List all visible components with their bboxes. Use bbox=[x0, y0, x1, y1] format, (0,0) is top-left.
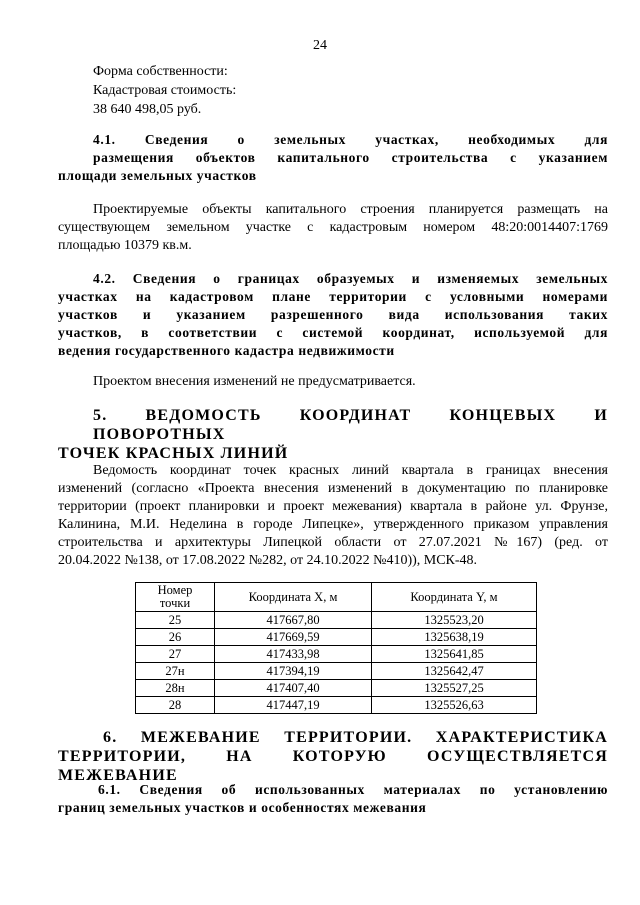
coordinates-table bbox=[135, 582, 537, 714]
table-row bbox=[136, 697, 537, 714]
heading-line: 4.1. Сведения о земельных участках, необходимых для bbox=[93, 132, 608, 147]
table-header-row bbox=[136, 583, 537, 612]
header-point-label-1: Номер bbox=[157, 583, 193, 597]
point-number: 28н bbox=[136, 680, 215, 697]
page-number: 24 bbox=[313, 38, 327, 53]
section-4-1-heading bbox=[58, 131, 608, 185]
section-4-2-heading bbox=[58, 270, 608, 360]
coord-y: 1325526,63 bbox=[372, 697, 537, 714]
heading-line: участков и указанием разрешенного вида использования таких bbox=[58, 307, 608, 322]
text-line: Проектируемые объекты капитального строения планируется размещать на bbox=[93, 202, 608, 217]
section-4-2-text: Проектом внесения изменений не предусматривается. bbox=[93, 374, 416, 389]
ownership-form-label: Форма собственности: bbox=[93, 64, 228, 79]
heading-line: участках на кадастровом плане территории с условными номерами bbox=[58, 289, 608, 304]
header-point-label-2: точки bbox=[159, 596, 191, 610]
heading-line: 6. МЕЖЕВАНИЕ ТЕРРИТОРИИ. ХАРАКТЕРИСТИКА bbox=[103, 729, 608, 746]
point-number: 27н bbox=[136, 663, 215, 680]
table-row bbox=[136, 663, 537, 680]
coord-y: 1325527,25 bbox=[372, 680, 537, 697]
text-line: Ведомость координат точек красных линий квартала в границах внесения bbox=[93, 463, 608, 478]
coord-y: 1325642,47 bbox=[372, 663, 537, 680]
heading-line: 4.2. Сведения о границах образуемых и изменяемых земельных bbox=[93, 271, 608, 286]
coord-x: 417447,19 bbox=[215, 697, 372, 714]
coord-y: 1325523,20 bbox=[372, 612, 537, 629]
coord-y: 1325638,19 bbox=[372, 629, 537, 646]
heading-line: участков, в соответствии с системой координат, используемой для bbox=[58, 325, 608, 340]
table-row bbox=[136, 612, 537, 629]
text-line: изменений (согласно «Проекта внесения изменений в документацию по планировке bbox=[58, 481, 608, 496]
heading-line: ТОЧЕК КРАСНЫХ ЛИНИЙ bbox=[58, 445, 289, 462]
text-line: площадью 10379 кв.м. bbox=[58, 238, 192, 253]
table-row bbox=[136, 629, 537, 646]
text-line: Калинина, М.И. Неделина в городе Липецке», утвержденного приказом управления bbox=[58, 517, 608, 532]
point-number: 28 bbox=[136, 697, 215, 714]
coord-x: 417669,59 bbox=[215, 629, 372, 646]
heading-line: ТЕРРИТОРИИ, НА КОТОРУЮ ОСУЩЕСТВЛЯЕТСЯ МЕЖЕВАНИЕ bbox=[58, 748, 608, 784]
coord-y: 1325641,85 bbox=[372, 646, 537, 663]
table-row bbox=[136, 680, 537, 697]
header-y: Координата Y, м bbox=[372, 583, 537, 612]
heading-line: площади земельных участков bbox=[58, 168, 257, 183]
text-line: существующем земельном участке с кадастровым номером 48:20:0014407:1769 bbox=[58, 220, 608, 235]
section-5-heading bbox=[58, 406, 608, 463]
text-line: 20.04.2022 №138, от 17.08.2022 №282, от 24.10.2022 №410)), МСК-48. bbox=[58, 553, 478, 568]
section-4-1-text bbox=[58, 201, 608, 255]
heading-line: 5. ВЕДОМОСТЬ КООРДИНАТ КОНЦЕВЫХ И ПОВОРОТНЫХ bbox=[93, 407, 608, 443]
heading-line: ведения государственного кадастра недвижимости bbox=[58, 343, 395, 358]
cadastral-value: 38 640 498,05 руб. bbox=[93, 102, 202, 117]
heading-line: размещения объектов капитального строительства с указанием bbox=[93, 150, 608, 165]
heading-line: 6.1. Сведения об использованных материалах по установлению bbox=[98, 782, 608, 797]
point-number: 25 bbox=[136, 612, 215, 629]
header-point-number bbox=[136, 583, 215, 612]
coord-x: 417667,80 bbox=[215, 612, 372, 629]
section-5-text bbox=[58, 462, 608, 570]
coord-x: 417433,98 bbox=[215, 646, 372, 663]
point-number: 27 bbox=[136, 646, 215, 663]
coord-x: 417407,40 bbox=[215, 680, 372, 697]
property-info bbox=[93, 62, 236, 119]
heading-line: границ земельных участков и особенностях межевания bbox=[58, 800, 427, 815]
text-line: территории (проект планировки и проект межевания) квартала в районе ул. Фрунзе, bbox=[58, 499, 608, 514]
cadastral-value-label: Кадастровая стоимость: bbox=[93, 83, 237, 98]
header-x: Координата X, м bbox=[215, 583, 372, 612]
section-6-1-heading bbox=[58, 781, 608, 817]
point-number: 26 bbox=[136, 629, 215, 646]
section-6-heading bbox=[58, 728, 608, 785]
text-line: строительства и архитектуры Липецкой области от 27.07.2021 №167) (ред. от bbox=[58, 535, 608, 550]
table-row bbox=[136, 646, 537, 663]
coord-x: 417394,19 bbox=[215, 663, 372, 680]
